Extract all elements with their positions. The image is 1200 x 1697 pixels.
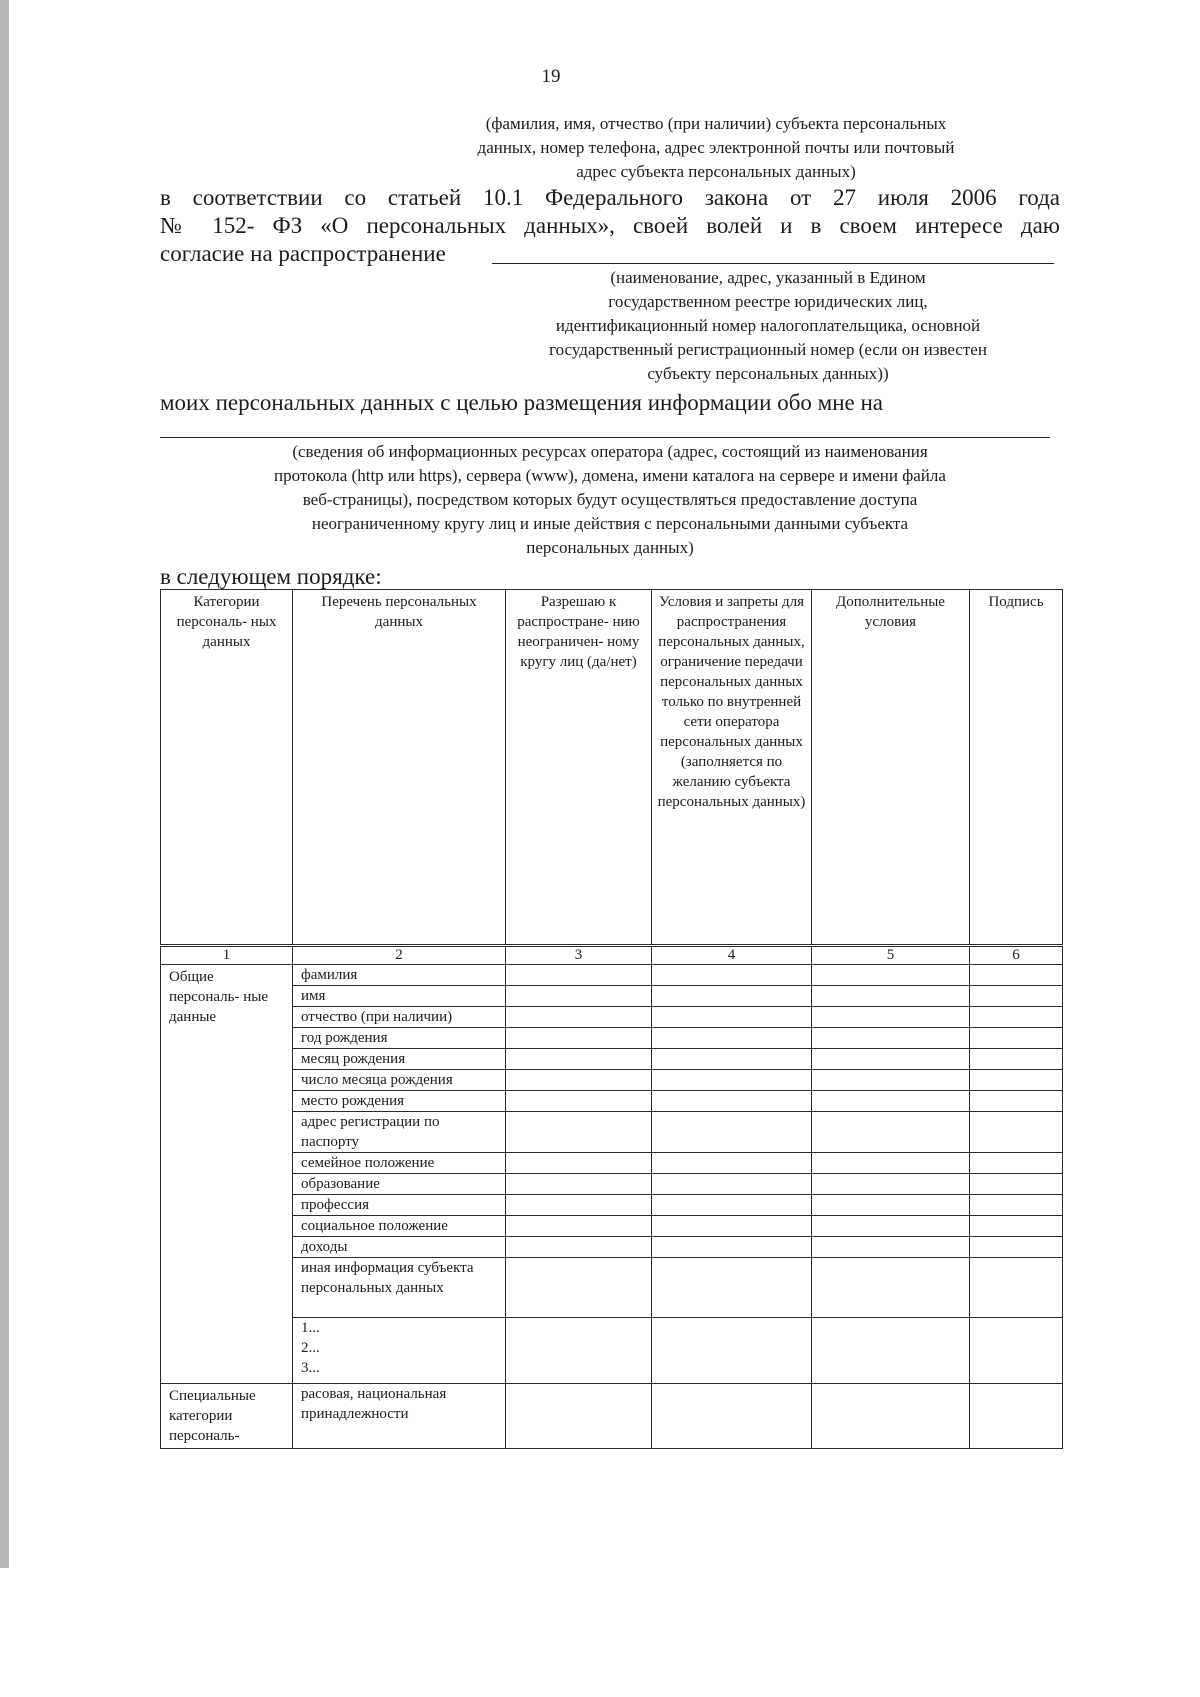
additional-cell[interactable] [812, 1070, 970, 1091]
caption-line: данных, номер телефона, адрес электронной почты или почтовый [477, 138, 955, 157]
permission-cell[interactable] [506, 1049, 652, 1070]
conditions-cell[interactable] [652, 1384, 812, 1449]
table-row [161, 1195, 1063, 1216]
data-item: фамилия [293, 965, 506, 986]
extra-item: 2... [301, 1340, 320, 1356]
data-item: семейное положение [293, 1153, 506, 1174]
caption-line: идентификационный номер налогоплательщика, основной [555, 316, 981, 335]
permission-cell[interactable] [506, 1153, 652, 1174]
scan-edge [0, 0, 9, 1568]
signature-cell[interactable] [970, 965, 1063, 986]
data-item: место рождения [293, 1091, 506, 1112]
page-number: 19 [541, 66, 561, 87]
additional-cell[interactable] [812, 965, 970, 986]
consent-table [160, 589, 1063, 1449]
consent-line-1: в соответствии со статьей 10.1 Федерального закона от 27 июля 2006 года [160, 185, 1060, 210]
permission-cell[interactable] [506, 1195, 652, 1216]
column-number: 1 [161, 946, 293, 965]
resource-caption [160, 440, 1060, 560]
conditions-cell[interactable] [652, 1258, 812, 1318]
conditions-cell[interactable] [652, 1153, 812, 1174]
table-row [161, 1384, 1063, 1449]
permission-cell[interactable] [506, 1237, 652, 1258]
table-row [161, 1153, 1063, 1174]
data-item: иная информация субъекта персональных данных [293, 1258, 506, 1318]
table-row [161, 1318, 1063, 1384]
header-list: Перечень персональных данных [293, 590, 506, 946]
additional-cell[interactable] [812, 1153, 970, 1174]
table-row [161, 1028, 1063, 1049]
table-row [161, 1174, 1063, 1195]
table-row [161, 1049, 1063, 1070]
table-row [161, 1216, 1063, 1237]
column-number: 2 [293, 946, 506, 965]
data-item: адрес регистрации по паспорту [293, 1112, 506, 1153]
permission-cell[interactable] [506, 1318, 652, 1384]
operator-caption [468, 266, 1068, 386]
purpose-line: моих персональных данных с целью размещения информации обо мне на [160, 390, 883, 415]
header-additional: Дополнительные условия [812, 590, 970, 946]
caption-line: (сведения об информационных ресурсах оператора (адрес, состоящий из наименования [292, 442, 928, 461]
signature-cell[interactable] [970, 1318, 1063, 1384]
consent-line-2: № 152- ФЗ «О персональных данных», своей волей и в своем интересе даю [160, 213, 1060, 238]
header-permission: Разрешаю к распростране- нию неограничен- ному кругу лиц (да/нет) [506, 590, 652, 946]
additional-cell[interactable] [812, 1091, 970, 1112]
caption-line: (наименование, адрес, указанный в Едином [610, 268, 926, 287]
conditions-cell[interactable] [652, 1318, 812, 1384]
signature-cell[interactable] [970, 986, 1063, 1007]
header-conditions: Условия и запреты для распространения персональных данных, ограничение передачи персональных данных только по внутренней сети оператора персональных данных (заполняется по желанию субъекта персональных данных) [652, 590, 812, 946]
additional-cell[interactable] [812, 986, 970, 1007]
data-item: отчество (при наличии) [293, 1007, 506, 1028]
caption-line: субъекту персональных данных)) [647, 364, 889, 383]
signature-cell[interactable] [970, 1049, 1063, 1070]
conditions-cell[interactable] [652, 1028, 812, 1049]
additional-cell[interactable] [812, 1049, 970, 1070]
permission-cell[interactable] [506, 1174, 652, 1195]
permission-cell[interactable] [506, 1091, 652, 1112]
table-header-row [161, 590, 1063, 946]
data-item: профессия [293, 1195, 506, 1216]
data-item: число месяца рождения [293, 1070, 506, 1091]
additional-cell[interactable] [812, 1195, 970, 1216]
additional-cell[interactable] [812, 1216, 970, 1237]
conditions-cell[interactable] [652, 965, 812, 986]
data-item: имя [293, 986, 506, 1007]
category-general: Общие персональ- ные данные [161, 965, 293, 1384]
extra-item: 3... [301, 1360, 320, 1376]
additional-cell[interactable] [812, 1318, 970, 1384]
additional-cell[interactable] [812, 1258, 970, 1318]
conditions-cell[interactable] [652, 1070, 812, 1091]
permission-cell[interactable] [506, 1028, 652, 1049]
signature-cell[interactable] [970, 1153, 1063, 1174]
resource-fill-line[interactable] [160, 437, 1050, 438]
order-label: в следующем порядке: [160, 564, 382, 589]
column-number-row [161, 946, 1063, 965]
table-row [161, 1070, 1063, 1091]
caption-line: государственном реестре юридических лиц, [608, 292, 928, 311]
conditions-cell[interactable] [652, 1195, 812, 1216]
column-number: 3 [506, 946, 652, 965]
data-item: доходы [293, 1237, 506, 1258]
table-row [161, 1112, 1063, 1153]
signature-cell[interactable] [970, 1007, 1063, 1028]
caption-line: персональных данных) [526, 538, 694, 557]
caption-line: (фамилия, имя, отчество (при наличии) субъекта персональных [485, 114, 947, 133]
signature-cell[interactable] [970, 1195, 1063, 1216]
additional-cell[interactable] [812, 1112, 970, 1153]
signature-cell[interactable] [970, 1070, 1063, 1091]
column-number: 4 [652, 946, 812, 965]
signature-cell[interactable] [970, 1258, 1063, 1318]
table-row [161, 1007, 1063, 1028]
caption-line: неограниченному кругу лиц и иные действия с персональными данными субъекта [311, 514, 909, 533]
data-item: год рождения [293, 1028, 506, 1049]
consent-line-3: согласие на распространение [160, 241, 446, 266]
extra-item: 1... [301, 1320, 320, 1336]
conditions-cell[interactable] [652, 1049, 812, 1070]
signature-cell[interactable] [970, 1091, 1063, 1112]
permission-cell[interactable] [506, 986, 652, 1007]
subject-caption [386, 112, 1046, 184]
table-row [161, 1237, 1063, 1258]
table-row [161, 1091, 1063, 1112]
data-item: расовая, национальная принадлежности [293, 1384, 506, 1449]
conditions-cell[interactable] [652, 1091, 812, 1112]
permission-cell[interactable] [506, 1070, 652, 1091]
conditions-cell[interactable] [652, 1237, 812, 1258]
column-number: 6 [970, 946, 1063, 965]
conditions-cell[interactable] [652, 1174, 812, 1195]
signature-cell[interactable] [970, 1237, 1063, 1258]
header-signature: Подпись [970, 590, 1063, 946]
additional-cell[interactable] [812, 1028, 970, 1049]
data-item: социальное положение [293, 1216, 506, 1237]
category-special: Специальные категории персональ- [161, 1384, 293, 1449]
data-item: месяц рождения [293, 1049, 506, 1070]
additional-cell[interactable] [812, 1384, 970, 1449]
caption-line: протокола (http или https), сервера (www), домена, имени каталога на сервере и имени файла [274, 466, 946, 485]
table-row [161, 1258, 1063, 1318]
signature-cell[interactable] [970, 1384, 1063, 1449]
permission-cell[interactable] [506, 1112, 652, 1153]
signature-cell[interactable] [970, 1174, 1063, 1195]
extra-items-cell [293, 1318, 506, 1384]
table-row [161, 986, 1063, 1007]
permission-cell[interactable] [506, 1258, 652, 1318]
signature-cell[interactable] [970, 1216, 1063, 1237]
conditions-cell[interactable] [652, 1007, 812, 1028]
data-item: образование [293, 1174, 506, 1195]
operator-fill-line[interactable] [492, 263, 1054, 264]
additional-cell[interactable] [812, 1237, 970, 1258]
signature-cell[interactable] [970, 1028, 1063, 1049]
permission-cell[interactable] [506, 1007, 652, 1028]
caption-line: веб-страницы), посредством которых будут осуществляться предоставление доступа [302, 490, 918, 509]
additional-cell[interactable] [812, 1007, 970, 1028]
conditions-cell[interactable] [652, 986, 812, 1007]
permission-cell[interactable] [506, 965, 652, 986]
table-row [161, 965, 1063, 986]
column-number: 5 [812, 946, 970, 965]
permission-cell[interactable] [506, 1384, 652, 1449]
caption-line: адрес субъекта персональных данных) [576, 162, 856, 181]
additional-cell[interactable] [812, 1174, 970, 1195]
caption-line: государственный регистрационный номер (если он известен [549, 340, 987, 359]
permission-cell[interactable] [506, 1216, 652, 1237]
conditions-cell[interactable] [652, 1112, 812, 1153]
conditions-cell[interactable] [652, 1216, 812, 1237]
signature-cell[interactable] [970, 1112, 1063, 1153]
header-categories: Категории персональ- ных данных [161, 590, 293, 946]
